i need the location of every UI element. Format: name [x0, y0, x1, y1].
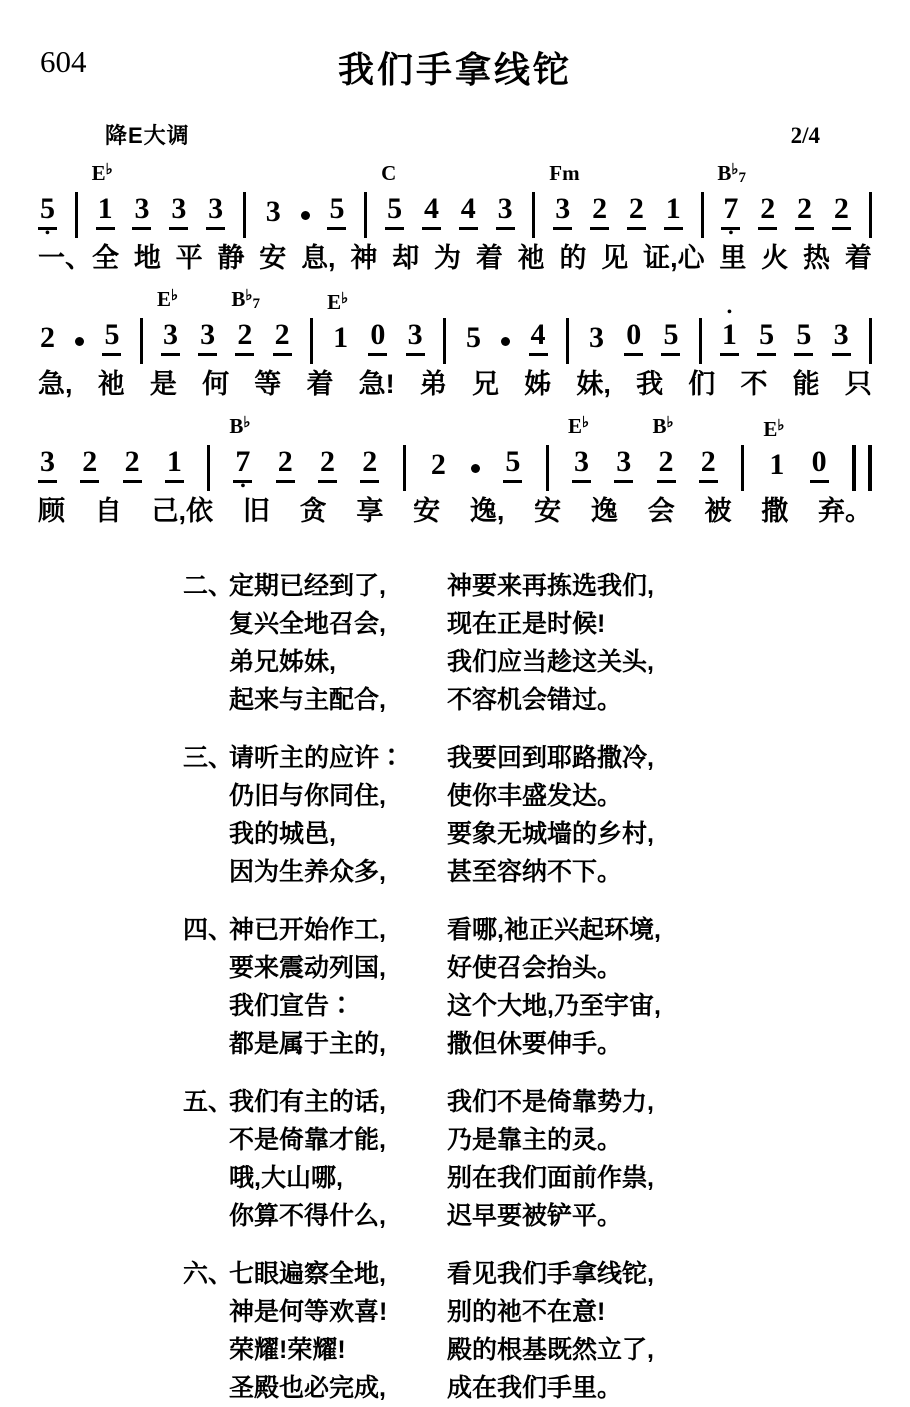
lyric-syllable: 不 [740, 369, 768, 400]
lyric-syllable: 里 [719, 243, 747, 273]
note: 3 [38, 447, 57, 483]
lyric-syllable: 贪 [299, 495, 327, 526]
verse-left-line: 仍旧与你同住, [229, 782, 386, 811]
verse-left-line: 起来与主配合, [229, 686, 386, 715]
note: 5 [327, 194, 346, 230]
verse-row [183, 1159, 910, 1197]
chord-label: $B^♭_7$ [717, 161, 746, 186]
note: 2 [832, 194, 851, 230]
lyric-syllable: 逸, [469, 495, 505, 526]
verse-left-line: 荣耀!荣耀! [229, 1336, 346, 1365]
note: 5 [466, 321, 482, 355]
verse-right-line: 我们应当趁这关头, [447, 648, 654, 677]
notation-line [38, 152, 872, 241]
barline [869, 192, 872, 238]
note: 0 [810, 447, 829, 483]
note: 3 [406, 320, 425, 356]
verse-number: 六、 [183, 1260, 234, 1289]
verse-left-line: 七眼遍察全地, [229, 1260, 386, 1289]
verse-number [183, 1121, 229, 1159]
lyric-syllable: 我 [636, 369, 664, 400]
verse-number [183, 1025, 229, 1063]
note: 2 [273, 320, 292, 356]
lyric-syllable: 安 [534, 495, 562, 526]
verse-row [183, 643, 910, 681]
verse-left-line: 要来震动列国, [229, 954, 386, 983]
verse-left-line: 你算不得什么, [229, 1202, 386, 1231]
note: 0 [624, 320, 643, 356]
verse-right-line: 这个大地,乃至宇宙, [447, 992, 661, 1021]
note: 1 E♭ [763, 416, 785, 481]
verse [183, 911, 910, 1063]
verse-left-line: 神已开始作工, [229, 916, 386, 945]
note: 1 E♭ [96, 194, 115, 230]
verse-right-line: 看哪,祂正兴起环境, [447, 916, 661, 945]
verse-number [183, 987, 229, 1025]
verse-right-line: 不容机会错过。 [447, 686, 623, 715]
barline [546, 445, 549, 491]
verse-right-line: 使你丰盛发达。 [447, 782, 623, 811]
verse-right-line: 好使召会抬头。 [447, 954, 623, 983]
note: 3 [132, 194, 151, 230]
note: 2 [80, 447, 99, 483]
notation-line [38, 278, 872, 356]
lyric-syllable: 被 [704, 495, 732, 526]
verse [183, 567, 910, 719]
verse-left-line: 哦,大山哪, [229, 1164, 343, 1193]
note: 7 • $B^♭_7$ [717, 161, 746, 241]
music-system [38, 278, 872, 400]
verse-number [183, 949, 229, 987]
verse-row [183, 1025, 910, 1063]
verse-row [183, 1197, 910, 1235]
note: 2 [318, 447, 337, 483]
barline [566, 318, 569, 364]
lyric-syllable: 为 [434, 243, 462, 273]
lyric-syllable: 顾 [38, 495, 65, 526]
verse-left-line: 弟兄姊妹, [229, 648, 336, 677]
note: 7 • B♭ [229, 413, 251, 494]
lyric-syllable: 等 [254, 369, 282, 400]
barline [701, 192, 704, 238]
music-section [38, 152, 872, 527]
lyric-syllable: 地 [133, 243, 161, 273]
verse-row [183, 739, 910, 777]
note: 4 [422, 194, 441, 230]
verse-right-line: 迟早要被铲平。 [447, 1202, 623, 1231]
barline [243, 192, 246, 238]
note: 5 [102, 320, 121, 356]
lyric-syllable: 火 [761, 243, 789, 273]
verse-row [183, 1083, 910, 1121]
verse-row [183, 911, 910, 949]
note: 4 [459, 194, 478, 230]
verse-right-line: 别的祂不在意! [447, 1298, 606, 1327]
verse-number: 五、 [183, 1088, 234, 1117]
lyric-syllable: 自 [94, 495, 122, 526]
note: 5 [794, 320, 813, 356]
verse-right-line: 要象无城墙的乡村, [447, 820, 654, 849]
chord-label: E♭ [156, 287, 179, 312]
verse-right-line: 别在我们面前作祟, [447, 1164, 654, 1193]
lyric-syllable: 安 [413, 495, 441, 526]
lyric-syllable: 们 [688, 369, 716, 400]
verse-left-line: 定期已经到了, [229, 572, 386, 601]
notation-line [38, 405, 872, 494]
augmentation-dot [301, 211, 310, 220]
barline [207, 445, 210, 491]
barline [403, 445, 406, 491]
verse-number [183, 777, 229, 815]
verse-left-line: 请听主的应许∶ [229, 744, 405, 773]
lyric-line [38, 242, 872, 274]
key-signature: 降E大调 [105, 123, 190, 148]
note: 3 [169, 194, 188, 230]
barline [699, 318, 702, 364]
chord-label: B♭ [652, 413, 674, 438]
note: 1 [664, 194, 683, 230]
verse [183, 1083, 910, 1235]
verse-number [183, 1293, 229, 1331]
lyric-syllable: 弟 [419, 369, 447, 400]
lyric-syllable: 逸 [590, 495, 618, 526]
verse-number [183, 605, 229, 643]
verse-number: 三、 [183, 744, 234, 773]
verse [183, 1255, 910, 1407]
note: 3 E♭ [161, 320, 180, 356]
chord-label: E♭ [763, 416, 785, 441]
lyric-syllable: 着 [844, 243, 872, 273]
lyric-syllable: 撒 [761, 495, 789, 526]
lyric-syllable: 一、全 [38, 243, 119, 273]
lyric-syllable: 急! [358, 369, 395, 400]
lyric-syllable: 着 [306, 369, 334, 400]
verse-left-line: 我们宣告∶ [229, 992, 355, 1021]
final-double-barline [852, 445, 872, 491]
note: 5 [503, 447, 522, 483]
lyric-syllable: 会 [647, 495, 675, 526]
verse-row [183, 1255, 910, 1293]
verse-row [183, 681, 910, 719]
verse-row [183, 1369, 910, 1407]
verse-right-line: 乃是靠主的灵。 [447, 1126, 623, 1155]
note: 3 [206, 194, 225, 230]
lyric-syllable: 是 [149, 369, 177, 400]
barline [532, 192, 535, 238]
note: 2 [590, 194, 609, 230]
barline [75, 192, 78, 238]
note: 3 [496, 194, 515, 230]
verse-right-line: 看见我们手拿线铊, [447, 1260, 654, 1289]
note: 1 E♭ [327, 290, 349, 355]
lyric-syllable: 享 [356, 495, 384, 526]
verse-left-line: 我的城邑, [229, 820, 336, 849]
note: 2 [40, 321, 55, 355]
verse-row [183, 1121, 910, 1159]
note: 5 • [40, 192, 55, 241]
note: 2 [699, 447, 718, 483]
verse-right-line: 成在我们手里。 [447, 1374, 623, 1403]
lyric-syllable: 妹, [576, 369, 611, 400]
lyric-syllable: 姊 [524, 369, 552, 400]
barline [310, 318, 313, 364]
lyric-syllable: 能 [792, 369, 820, 400]
lyric-syllable: 弃。 [817, 495, 872, 526]
verse-number [183, 815, 229, 853]
lyric-syllable: 静 [217, 243, 245, 273]
verse-number [183, 853, 229, 891]
lyric-syllable: 祂 [97, 369, 125, 400]
octave-dot-high: • [726, 305, 732, 321]
lyric-syllable: 只 [844, 369, 872, 400]
verse-right-line: 现在正是时候! [447, 610, 606, 639]
chord-label: E♭ [91, 161, 113, 185]
barline [364, 192, 367, 238]
verse-right-line: 撒但休要伸手。 [447, 1030, 623, 1059]
lyric-syllable: 兄 [472, 369, 500, 400]
lyric-syllable: 神 [350, 243, 378, 273]
verse-number [183, 1369, 229, 1407]
barline [869, 318, 872, 364]
note: 2 [627, 194, 646, 230]
verse-row [183, 777, 910, 815]
note: 0 [368, 320, 387, 356]
verse-left-line: 不是倚靠才能, [229, 1126, 386, 1155]
lyric-syllable: 见 [601, 243, 629, 273]
lyric-syllable: 热 [803, 243, 831, 273]
lyric-line [38, 495, 872, 527]
time-signature: 2/4 [790, 123, 820, 148]
verse-row [183, 1293, 910, 1331]
verse-right-line: 神要来再拣选我们, [447, 572, 654, 601]
verse-right-line: 我们不是倚靠势力, [447, 1088, 654, 1117]
chord-label: C [381, 161, 397, 185]
lyric-syllable: 着 [475, 243, 503, 273]
augmentation-dot [471, 464, 480, 473]
verse-number [183, 1331, 229, 1369]
page-number: 604 [40, 44, 87, 79]
octave-dot-low: • [728, 226, 734, 241]
verse-row [183, 815, 910, 853]
verse-row [183, 987, 910, 1025]
barline [140, 318, 143, 364]
octave-dot-low: • [240, 478, 246, 494]
barline [443, 318, 446, 364]
note: 2 [758, 194, 777, 230]
chord-label: Fm [549, 161, 580, 185]
verse [183, 739, 910, 891]
music-system [38, 152, 872, 274]
note: 2 [430, 447, 446, 481]
barline [741, 445, 744, 491]
note: 3 [265, 195, 281, 228]
note: 1 [165, 447, 184, 483]
note: 2 B♭ [657, 447, 676, 483]
verse-row [183, 567, 910, 605]
lyric-syllable: 祂 [517, 243, 545, 273]
verse-right-line: 殿的根基既然立了, [447, 1336, 654, 1365]
lyric-syllable: 己,依 [151, 495, 214, 526]
verse-left-line: 因为生养众多, [229, 858, 386, 887]
lyric-syllable: 安 [259, 243, 287, 273]
lyric-syllable: 却 [392, 243, 420, 273]
note: 2 [360, 447, 379, 483]
verse-left-line: 都是属于主的, [229, 1030, 386, 1059]
note: 5 C [385, 194, 404, 230]
verse-row [183, 949, 910, 987]
note: 2 [276, 447, 295, 483]
lyric-syllable: 旧 [242, 495, 270, 526]
note: 2 $B^♭_7$ [235, 320, 254, 356]
note: 3 [614, 447, 633, 483]
note: 1 • [720, 320, 739, 356]
verse-left-line: 我们有主的话, [229, 1088, 386, 1117]
note: 2 [123, 447, 142, 483]
verse-number: 二、 [183, 572, 234, 601]
verse-right-line: 甚至容纳不下。 [447, 858, 623, 887]
lyric-syllable: 平 [175, 243, 203, 273]
lyric-syllable: 的 [559, 243, 587, 273]
verse-row [183, 853, 910, 891]
verse-left-line: 复兴全地召会, [229, 610, 386, 639]
lyric-syllable: 何 [202, 369, 230, 400]
note: 3 [198, 320, 217, 356]
note: 2 [795, 194, 814, 230]
verse-number [183, 643, 229, 681]
chord-label: $B^♭_7$ [231, 287, 260, 313]
verse-left-line: 神是何等欢喜! [229, 1298, 388, 1327]
note: 5 [757, 320, 776, 356]
note: 3 [832, 320, 851, 356]
lyric-syllable: 息, [301, 243, 336, 273]
verse-number: 四、 [183, 916, 234, 945]
verse-left-line: 圣殿也必完成, [229, 1374, 386, 1403]
lyric-syllable: 证,心 [643, 243, 705, 273]
music-system [38, 405, 872, 527]
verse-number [183, 1159, 229, 1197]
meta-row [105, 119, 820, 150]
verses-section [183, 567, 910, 1407]
note: 3 Fm [553, 194, 572, 230]
note: 3 [588, 321, 604, 355]
note: 3 E♭ [572, 447, 591, 483]
song-title: 我们手拿线铊 [337, 49, 572, 90]
lyric-line [38, 368, 872, 400]
augmentation-dot [501, 337, 510, 346]
verse-number [183, 1197, 229, 1235]
verse-row [183, 1331, 910, 1369]
verse-number [183, 681, 229, 719]
chord-label: E♭ [327, 290, 349, 315]
chord-label: E♭ [567, 413, 590, 438]
verse-row [183, 605, 910, 643]
octave-dot-low: • [45, 226, 50, 241]
note: 4 [529, 320, 548, 356]
augmentation-dot [75, 337, 84, 346]
chord-label: B♭ [229, 413, 251, 438]
verse-right-line: 我要回到耶路撒冷, [447, 744, 654, 773]
note: 5 [661, 320, 680, 356]
lyric-syllable: 急, [38, 369, 73, 400]
